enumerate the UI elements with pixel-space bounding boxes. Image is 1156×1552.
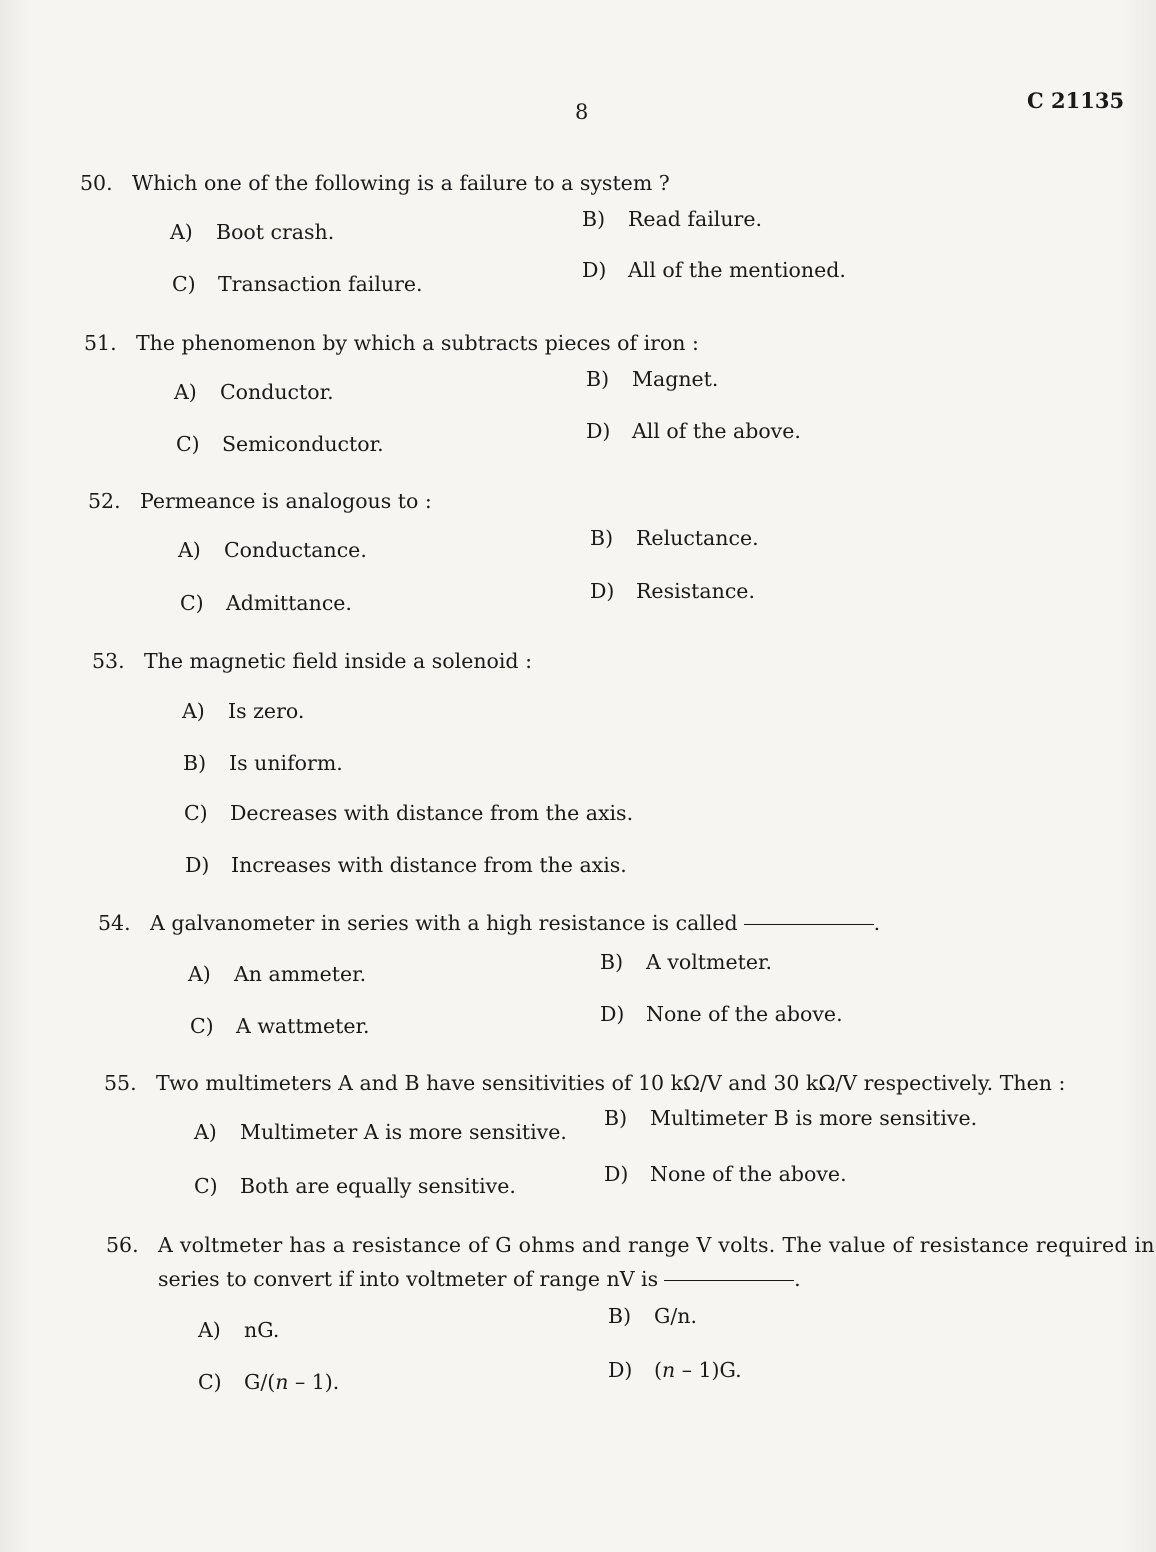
question-number: 54.	[98, 911, 131, 935]
answer-blank	[744, 924, 874, 925]
option-54-b: B) A voltmeter.	[600, 950, 773, 974]
option-52-c: C) Admittance.	[180, 591, 352, 615]
question-number: 55.	[104, 1071, 137, 1095]
question-text-line-1: A voltmeter has a resistance of G ohms and range V volts. The value of resistance required in	[158, 1233, 1155, 1257]
question-text: The magnetic field inside a solenoid :	[144, 649, 532, 673]
question-number: 53.	[92, 649, 125, 673]
option-51-b: B) Magnet.	[586, 367, 719, 391]
question-number: 52.	[88, 489, 121, 513]
option-56-c: C) G/(n – 1).	[198, 1370, 340, 1394]
paper-code: C 21135	[1027, 88, 1125, 113]
option-50-d: D) All of the mentioned.	[582, 258, 846, 282]
option-50-a: A) Boot crash.	[170, 220, 335, 244]
question-text: Two multimeters A and B have sensitivities of 10 kΩ/V and 30 kΩ/V respectively. Then :	[156, 1071, 1066, 1095]
answer-blank	[664, 1280, 794, 1281]
question-number: 50.	[80, 171, 113, 195]
option-52-d: D) Resistance.	[590, 579, 755, 603]
option-54-d: D) None of the above.	[600, 1002, 843, 1026]
question-text: The phenomenon by which a subtracts pieces of iron :	[136, 331, 699, 355]
question-text: Permeance is analogous to :	[140, 489, 432, 513]
option-53-d: D) Increases with distance from the axis.	[185, 853, 627, 877]
option-51-c: C) Semiconductor.	[176, 432, 384, 456]
option-56-b: B) G/n.	[608, 1304, 698, 1328]
question-text: A galvanometer in series with a high resistance is called .	[150, 911, 881, 935]
question-56	[106, 1228, 1155, 1308]
option-56-d: D) (n – 1)G.	[608, 1358, 742, 1382]
option-51-a: A) Conductor.	[174, 380, 334, 404]
option-53-c: C) Decreases with distance from the axis.	[184, 801, 634, 825]
question-number: 56.	[106, 1233, 139, 1257]
option-55-d: D) None of the above.	[604, 1162, 847, 1186]
option-54-a: A) An ammeter.	[188, 962, 367, 986]
question-number: 51.	[84, 331, 117, 355]
option-54-c: C) A wattmeter.	[190, 1014, 370, 1038]
option-55-a: A) Multimeter A is more sensitive.	[194, 1120, 567, 1144]
option-53-a: A) Is zero.	[182, 699, 305, 723]
option-51-d: D) All of the above.	[586, 419, 801, 443]
question-text-line-2: series to convert if into voltmeter of range nV is .	[158, 1267, 801, 1291]
page-number: 8	[575, 100, 589, 124]
option-50-c: C) Transaction failure.	[172, 272, 423, 296]
option-50-b: B) Read failure.	[582, 207, 763, 231]
option-52-a: A) Conductance.	[178, 538, 367, 562]
option-52-b: B) Reluctance.	[590, 526, 759, 550]
option-56-a: A) nG.	[198, 1318, 280, 1342]
option-55-c: C) Both are equally sensitive.	[194, 1174, 516, 1198]
question-text: Which one of the following is a failure to a system ?	[132, 171, 670, 195]
option-55-b: B) Multimeter B is more sensitive.	[604, 1106, 978, 1130]
option-53-b: B) Is uniform.	[183, 751, 343, 775]
